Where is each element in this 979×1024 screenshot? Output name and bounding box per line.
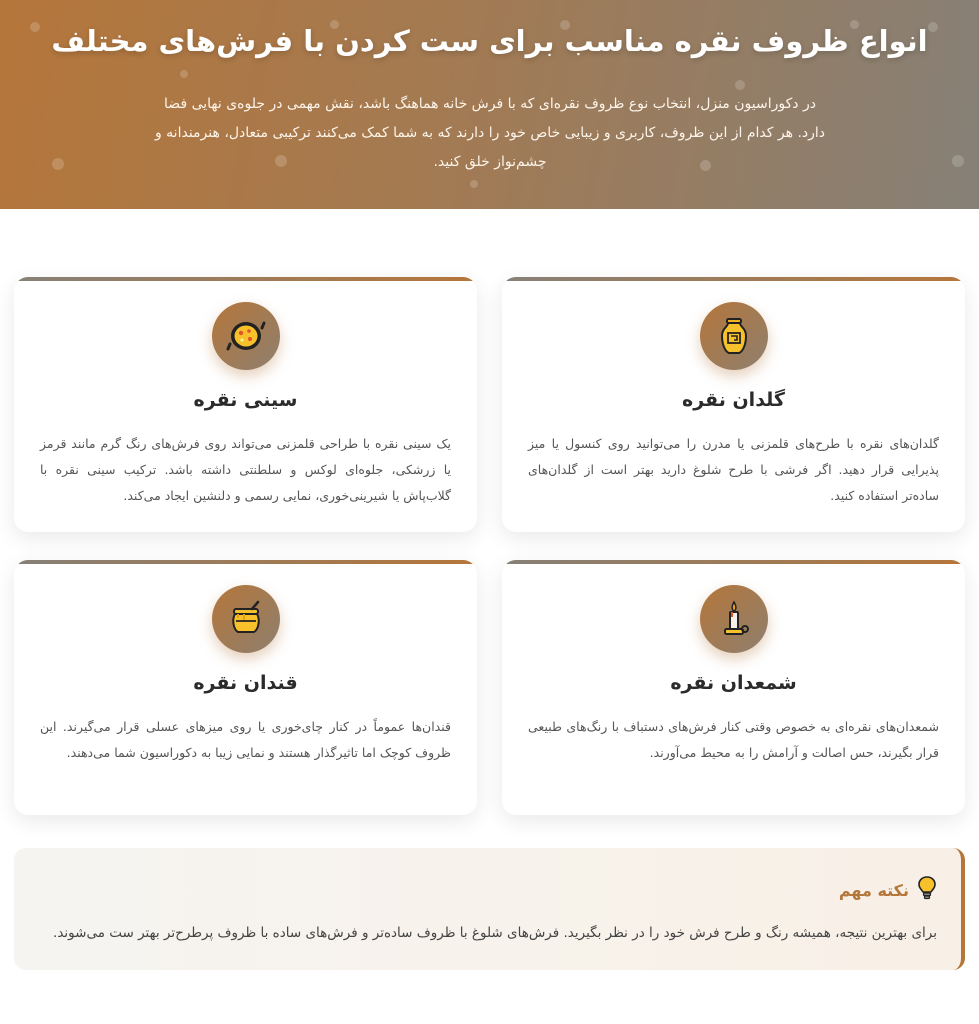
decor-dot bbox=[735, 80, 745, 90]
card-sugar-bowl bbox=[14, 560, 477, 815]
vase-icon bbox=[700, 302, 768, 370]
tray-icon bbox=[212, 302, 280, 370]
card-title: قندان نقره bbox=[193, 672, 298, 694]
card-tray bbox=[14, 277, 477, 532]
card-vase bbox=[502, 277, 965, 532]
honey-pot-icon bbox=[212, 585, 280, 653]
decor-dot bbox=[952, 155, 964, 167]
tip-header bbox=[839, 876, 937, 904]
card-title: شمعدان نقره bbox=[670, 672, 797, 694]
card-title: گلدان نقره bbox=[682, 389, 785, 411]
decor-dot bbox=[180, 70, 188, 78]
decor-dot bbox=[470, 180, 478, 188]
lightbulb-icon bbox=[917, 876, 937, 904]
card-text: شمعدان‌های نقره‌ای به خصوص وقتی کنار فرش‌های دستباف با رنگ‌های طبیعی قرار بگیرند، حس اصالت و آرامش را به محیط می‌آورند. bbox=[528, 719, 939, 760]
tip-title: نکته مهم bbox=[838, 880, 909, 900]
candlestick-icon bbox=[700, 585, 768, 653]
hero-description: در دکوراسیون منزل، انتخاب نوع ظروف نقره‌ای که با فرش خانه هماهنگ باشد، نقش مهمی در جلوه‌ی نهایی فضا دارد. هر کدام از این ظروف، کاربری و زیبایی خاص خود را دارند که به شما کمک می‌کنند ترکیبی متعادل، هنرمندانه و چشم‌نواز خلق کنید. bbox=[154, 96, 826, 170]
tip-text: برای بهترین نتیجه، همیشه رنگ و طرح فرش خود را در نظر بگیرید. فرش‌های شلوغ با ظروف ساده‌تر و فرش‌های ساده با ظروف پرطرح‌تر بهتر ست می‌شوند. bbox=[53, 925, 937, 941]
tip-box bbox=[14, 848, 965, 970]
card-title: سینی نقره bbox=[193, 389, 298, 411]
card-text: یک سینی نقره با طراحی قلمزنی می‌تواند روی فرش‌های رنگ گرم مانند قرمز یا زرشکی، جلوه‌ای لوکس و سلطنتی داشته باشد. ترکیب سینی نقره با گلاب‌پاش یا شیرینی‌خوری، نمایی رسمی و دلنشین ایجاد می‌کند. bbox=[40, 436, 451, 503]
card-candlestick bbox=[502, 560, 965, 815]
decor-dot bbox=[52, 158, 64, 170]
hero-banner bbox=[0, 0, 979, 209]
page-title: انواع ظروف نقره مناسب برای ست کردن با فرش‌های مختلف bbox=[51, 24, 928, 58]
card-text: قندان‌ها عموماً در کنار چای‌خوری یا روی میزهای عسلی قرار می‌گیرند. این ظروف کوچک اما تاثیرگذار هستند و نمایی زیبا به دکوراسیون شما می‌دهند. bbox=[40, 719, 451, 760]
card-text: گلدان‌های نقره با طرح‌های قلمزنی یا مدرن را می‌توانید روی کنسول یا میز پذیرایی قرار دهید. اگر فرشی با طرح شلوغ دارید بهتر است از گلدان‌های ساده‌تر استفاده کنید. bbox=[528, 436, 939, 503]
